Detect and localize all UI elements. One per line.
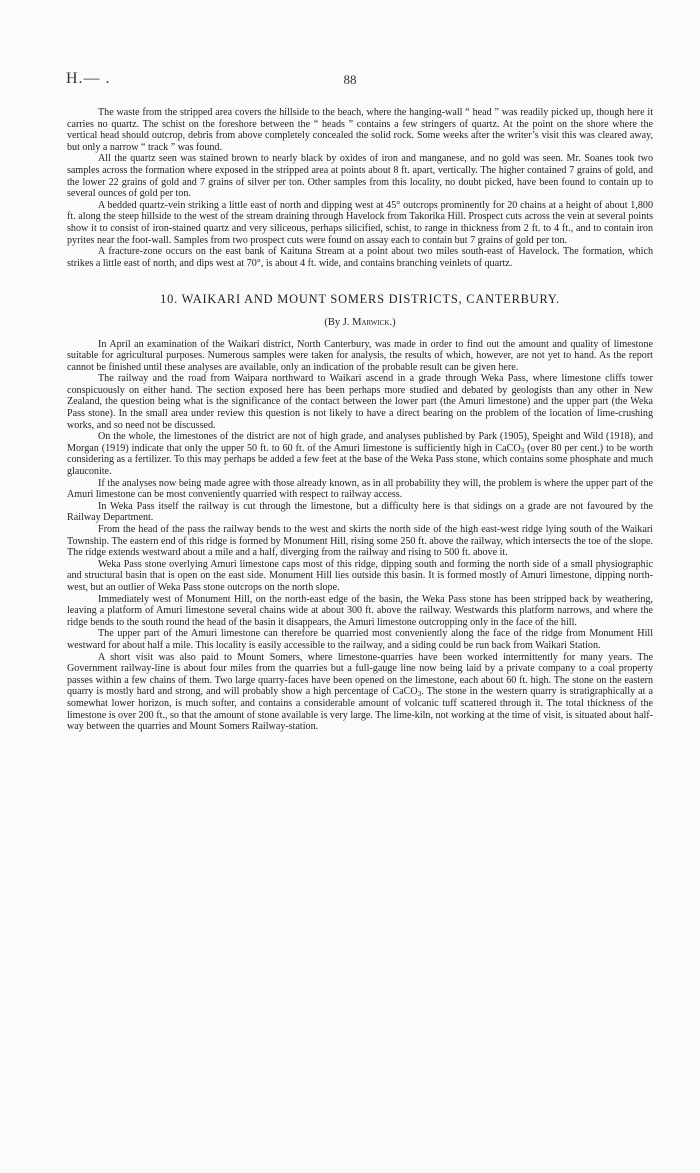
paragraph: A short visit was also paid to Mount Somers, where limestone-quarries have been worked intermittently for many years. The Government railway-line is about four miles from the quarries but a full-gauge line now being laid by a private company to a coal property passes within a few chains of them. Two large quarry-faces have been opened on the limestone, each about 60 ft. high. The stone on the eastern quarry is mostly hard and strong, and will probably show a high percentage of CaCO$_3$. The stone in the western quarry is stratigraphically at a somewhat lower horizon, is much softer, and contains a considerable amount of volcanic tuff scattered through it. The total thickness of the limestone is over 200 ft., so that the amount of stone available is very large. The lime-kiln, not working at the time of visit, is situated about half-way between the quarries and Mount Somers Railway-station. xyxy=(67,651,653,733)
paragraph: All the quartz seen was stained brown to nearly black by oxides of iron and manganese, and no gold was seen. Mr. Soanes took two samples across the formation where exposed in the stripped area at points about 8 ft. apart, vertically. The higher contained 7 grains of gold, and the lower 22 grains of gold and 7 grains of silver per ton. Other samples from this locality, no doubt picked, have been found to contain up to several ounces of gold per ton. xyxy=(67,153,653,200)
page-number: 88 xyxy=(343,72,357,87)
section-title: 10. WAIKARI AND MOUNT SOMERS DISTRICTS, CANTERBURY. xyxy=(160,292,560,307)
paragraph: Immediately west of Monument Hill, on the north-east edge of the basin, the Weka Pass stone has been stripped back by weathering, leaving a platform of Amuri limestone several chains wide at about 300 ft. above the railway. Westwards this platform narrows, and where the ridge bends to the south round the head of the basin it disappears, the Amuri limestone outcropping only in the face of the hill. xyxy=(67,593,653,628)
byline xyxy=(67,317,653,329)
byline-author: Marwick xyxy=(352,316,390,328)
paragraph: Weka Pass stone overlying Amuri limestone caps most of this ridge, dipping south and forming the north side of a small physiographic and structural basin that is open on the east side. Monument Hill lies outside this basin. It is formed mostly of Amuri limestone, dipping north-west, but an outlier of Weka Pass stone outcrops on the north slope. xyxy=(67,558,653,593)
paragraph: The railway and the road from Waipara northward to Waikari ascend in a grade through Weka Pass, where limestone cliffs tower conspicuously on either hand. The section exposed here has been perhaps more studied and debated by geologists than any other in New Zealand, the question being what is the significance of the contact between the lower part (the Amuri limestone) and the upper part (the Weka Pass stone). In the small area under review this question is not likely to have a direct bearing on the problem of the location of lime-crushing works, and so need not be discussed. xyxy=(67,373,653,431)
document-body xyxy=(67,107,653,733)
paragraph: If the analyses now being made agree with those already known, as in all probability they will, the problem is where the upper part of the Amuri limestone can be most conveniently quarried with respect to railway access. xyxy=(67,477,653,501)
paragraph: The upper part of the Amuri limestone can therefore be quarried most conveniently along the face of the ridge from Monument Hill westward for about half a mile. This locality is easily accessible to the railway, and a siding could be run back from Waikari Station. xyxy=(67,628,653,651)
paragraph: A bedded quartz-vein striking a little east of north and dipping west at 45° outcrops prominently for 20 chains at a height of about 1,800 ft. along the steep hillside to the west of the stream draining through Havelock from Takorika Hill. Prospect cuts across the vein at several points show it to consist of iron-stained quartz and very siliceous, perhaps silicified, schist, to range in thickness from 2 ft. to 4 ft., and to contain iron pyrites near the foot-wall. Samples from two prospect cuts were found on assay each to contain but 7 grains of gold per ton. xyxy=(67,199,653,246)
byline-suffix: .) xyxy=(389,316,396,328)
byline-prefix: (By J. xyxy=(324,316,350,328)
paragraph: From the head of the pass the railway bends to the west and skirts the north side of the high east-west ridge lying south of the Waikari Township. The eastern end of this ridge is formed by Monument Hill, rising some 250 ft. above the railway, which intersects the toe of the slope. The ridge extends westward about a mile and a half, diverging from the railway and rising to 500 ft. above it. xyxy=(67,524,653,559)
paragraph: In April an examination of the Waikari district, North Canterbury, was made in order to find out the amount and quality of limestone suitable for agricultural purposes. Numerous samples were taken for analysis, the results of which, however, are not yet to hand. As the report cannot be finished until these analyses are available, only an indication of the probable result can be given here. xyxy=(67,338,653,373)
paragraph: The waste from the stripped area covers the hillside to the beach, where the hanging-wall “ head ” was readily picked up, though here it carries no quartz. The schist on the foreshore between the “ heads ” contains a few stringers of quartz. At the point on the shore where the vertical head should outcrop, debris from above completely concealed the solid rock. Some weeks after the writer’s visit this was cleared away, but only a narrow “ track ” was found. xyxy=(67,107,653,153)
paragraph: A fracture-zone occurs on the east bank of Kaituna Stream at a point about two miles south-east of Havelock. The formation, which strikes a little east of north, and dips west at 70°, is about 4 ft. wide, and contains branching veinlets of quartz. xyxy=(67,246,653,269)
paragraph: In Weka Pass itself the railway is cut through the limestone, but a difficulty here is that sidings on a grade are not favoured by the Railway Department. xyxy=(67,500,653,524)
report-code: H.— . xyxy=(66,70,111,87)
paragraph: On the whole, the limestones of the district are not of high grade, and analyses published by Park (1905), Speight and Wild (1918), and Morgan (1919) indicate that only the upper 50 ft. to 60 ft. of the Amuri limestone is sufficiently high in CaCO$_3$ (over 80 per cent.) to be worth considering as a fertilizer. To this may perhaps be added a few feet at the base of the Weka Pass stone, which contains some phosphate and much glauconite. xyxy=(67,431,653,478)
